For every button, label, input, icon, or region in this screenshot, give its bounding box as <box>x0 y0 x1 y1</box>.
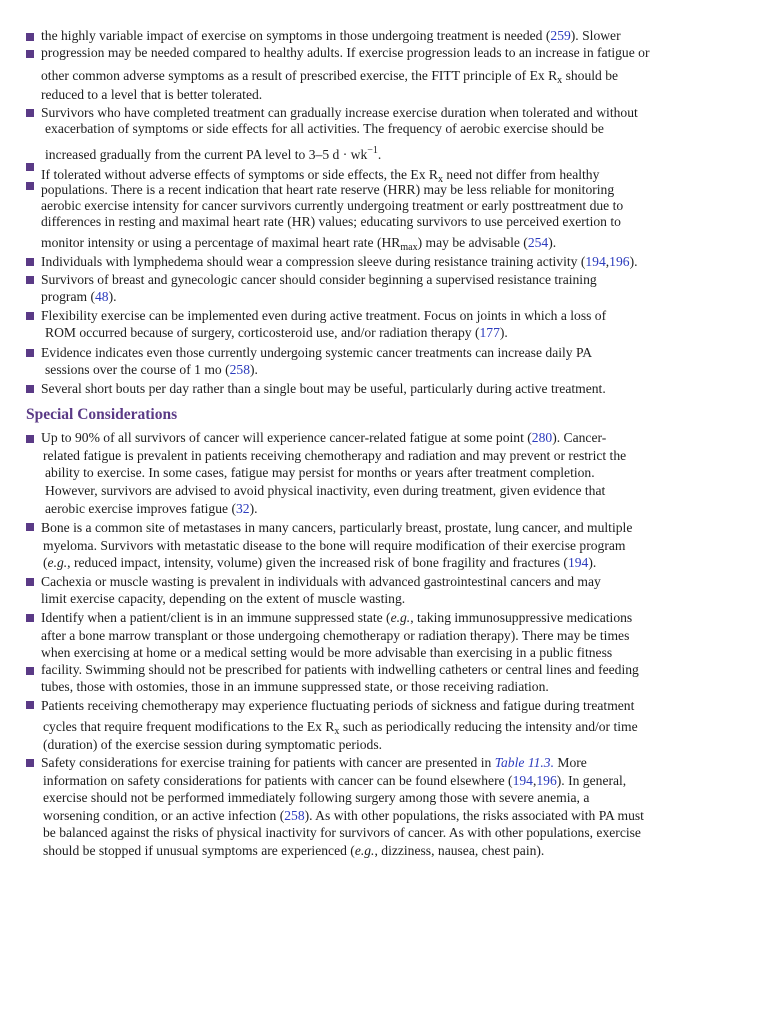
text-run: differences in resting and maximal heart rate (HR) values; educating survivors to use perceived exertion to <box>41 214 621 229</box>
text-run: Bone is a common site of metastases in many cancers, particularly breast, prostate, lung cancer, and multiple <box>41 520 633 535</box>
text-run: , dizziness, nausea, chest pain). <box>374 843 545 858</box>
citation-link[interactable]: 194 <box>512 773 533 788</box>
text-run: , <box>605 254 610 269</box>
bullet-square-icon <box>26 33 34 41</box>
text-line <box>43 807 644 824</box>
text-run: ROM occurred because of surgery, corticosteroid use, and/or radiation therapy ( <box>45 325 480 340</box>
text-line <box>41 519 632 536</box>
text-line <box>41 429 606 446</box>
text-run: More <box>554 755 587 770</box>
citation-link[interactable]: 194 <box>567 555 589 570</box>
bullet-square-icon <box>26 385 34 393</box>
text-run: reduced to a level that is better tolerated. <box>41 87 263 102</box>
text-run: aerobic exercise improves fatigue ( <box>45 501 236 516</box>
citation-link[interactable]: 259 <box>550 28 571 43</box>
text-run: Identify when a patient/client is in an immune suppressed state ( <box>41 610 391 625</box>
text-line <box>43 554 596 571</box>
italic-text: e.g. <box>354 843 375 858</box>
text-run: ). Slower <box>570 28 621 43</box>
text-line <box>41 678 549 695</box>
text-run: exacerbation of symptoms or side effects for all activities. The frequency of aerobic exercise should be <box>45 121 604 136</box>
text-line <box>41 661 639 678</box>
bullet-square-icon <box>26 50 34 58</box>
text-line <box>41 181 614 198</box>
bullet-square-icon <box>26 109 34 117</box>
text-run: ). In general, <box>556 773 627 788</box>
text-run: ). <box>108 289 117 304</box>
citation-link[interactable]: 254 <box>527 235 549 250</box>
text-run: related fatigue is prevalent in patients receiving chemotherapy and radiation and may prevent or restrict the <box>43 448 627 463</box>
text-run: Evidence indicates even those currently undergoing systemic cancer treatments can increase daily PA <box>41 345 593 360</box>
text-line <box>41 27 621 44</box>
italic-text: e.g. <box>390 610 411 625</box>
bullet-square-icon <box>26 759 34 767</box>
text-run: Cachexia or muscle wasting is prevalent in individuals with advanced gastrointestinal cancers and may <box>41 574 601 589</box>
bullet-square-icon <box>26 523 34 531</box>
text-run: other common adverse symptoms as a result of prescribed exercise, the FITT principle of Ex R <box>41 68 558 83</box>
text-line <box>41 380 606 397</box>
text-run: after a bone marrow transplant or those undergoing chemotherapy or radiation therapy). There may be times <box>41 628 630 643</box>
subscript: x <box>438 174 443 185</box>
text-run: be balanced against the risks of physical inactivity for survivors of cancer. As with other populations, exercise <box>43 825 641 840</box>
bullet-square-icon <box>26 312 34 320</box>
text-run: aerobic exercise intensity for cancer survivors currently undergoing treatment or early posttreatment due to <box>41 198 624 213</box>
text-line <box>45 324 508 341</box>
bullet-square-icon <box>26 435 34 443</box>
text-line <box>41 344 592 361</box>
text-line <box>41 197 623 214</box>
text-run: Survivors of breast and gynecologic cancer should consider beginning a supervised resistance training <box>41 272 597 287</box>
text-run: sessions over the course of 1 mo ( <box>45 362 230 377</box>
text-line <box>41 754 587 771</box>
text-run: should be stopped if unusual symptoms are experienced ( <box>43 843 355 858</box>
text-line <box>41 573 601 590</box>
text-line <box>41 644 612 661</box>
text-run: If tolerated without adverse effects of symptoms or side effects, the Ex R <box>41 167 438 182</box>
citation-link[interactable]: 196 <box>609 254 630 269</box>
text-run: Survivors who have completed treatment can gradually increase exercise duration when tolerated and without <box>41 105 638 120</box>
text-run: monitor intensity or using a percentage of maximal heart rate (HR <box>41 235 401 250</box>
text-run: ). Cancer- <box>552 430 607 445</box>
text-run: ). <box>588 555 597 570</box>
citation-link[interactable]: 196 <box>536 773 557 788</box>
bullet-square-icon <box>26 349 34 357</box>
text-run: ). <box>249 501 258 516</box>
text-run: , taking immunosuppressive medications <box>410 610 633 625</box>
text-run: Flexibility exercise can be implemented even during active treatment. Focus on joints in which a loss of <box>41 308 607 323</box>
text-run: , <box>532 773 537 788</box>
text-run: limit exercise capacity, depending on the extent of muscle wasting. <box>41 591 406 606</box>
text-run: ability to exercise. In some cases, fatigue may persist for months or years after treatment completion. <box>45 465 595 480</box>
text-run: exercise should not be performed immediately following surgery among those with severe anemia, a <box>43 790 590 805</box>
text-run: need not differ from healthy <box>443 167 600 182</box>
text-line <box>41 86 262 103</box>
text-line <box>41 627 629 644</box>
table-reference-link[interactable]: Table 11.3. <box>494 755 554 770</box>
text-run: ). <box>250 362 258 377</box>
text-line <box>45 120 604 137</box>
text-line <box>41 271 597 288</box>
citation-link[interactable]: 177 <box>479 325 500 340</box>
text-line <box>45 500 258 517</box>
bullet-square-icon <box>26 182 34 190</box>
bullet-square-icon <box>26 614 34 622</box>
bullet-square-icon <box>26 258 34 266</box>
text-run: the highly variable impact of exercise on symptoms in those undergoing treatment is needed ( <box>41 28 551 43</box>
bullet-square-icon <box>26 276 34 284</box>
text-run: Patients receiving chemotherapy may experience fluctuating periods of sickness and fatigue during treatment <box>41 698 635 713</box>
text-run: when exercising at home or a medical setting would be more advisable than exercising in a public fitness <box>41 645 613 660</box>
text-line <box>43 789 589 806</box>
citation-link[interactable]: 194 <box>585 254 606 269</box>
bullet-square-icon <box>26 701 34 709</box>
text-run: ). As with other populations, the risks associated with PA must <box>304 808 644 823</box>
text-run: populations. There is a recent indication that heart rate reserve (HRR) may be less reliable for monitoring <box>41 182 615 197</box>
text-line <box>41 288 117 305</box>
text-line <box>43 447 626 464</box>
text-run: tubes, those with ostomies, those in an immune suppressed state, or those receiving radiation. <box>41 679 549 694</box>
subscript: x <box>557 75 563 86</box>
subscript: max <box>400 242 418 253</box>
text-run: should be <box>562 68 619 83</box>
bullet-square-icon <box>26 163 34 171</box>
italic-text: e.g. <box>47 555 68 570</box>
text-run: cycles that require frequent modifications to the Ex R <box>43 719 335 734</box>
text-line <box>45 142 381 163</box>
text-run: program ( <box>41 289 95 304</box>
section-heading: Special Considerations <box>26 406 178 423</box>
text-run: progression may be needed compared to healthy adults. If exercise progression leads to an increase in fatigue or <box>41 45 650 60</box>
text-run: ). <box>548 235 557 250</box>
text-line <box>45 464 595 481</box>
text-run: ). <box>499 325 508 340</box>
text-run: (duration) of the exercise session during symptomatic periods. <box>43 737 383 752</box>
text-line <box>43 537 625 554</box>
text-line <box>41 213 621 230</box>
text-run: ). <box>629 254 638 269</box>
text-line <box>41 697 634 714</box>
text-line <box>43 736 382 753</box>
text-line <box>43 824 641 841</box>
text-run: , reduced impact, intensity, volume) given the increased risk of bone fragility and fractures ( <box>67 555 568 570</box>
citation-link[interactable]: 280 <box>531 430 553 445</box>
citation-link[interactable]: 32 <box>235 501 250 516</box>
text-run: increased gradually from the current PA level to 3–5 d · wk <box>45 147 368 162</box>
text-line <box>41 590 405 607</box>
text-run: Safety considerations for exercise training for patients with cancer are presented in <box>41 755 495 770</box>
text-run: facility. Swimming should not be prescribed for patients with indwelling catheters or central lines and feeding <box>41 662 639 677</box>
subscript: x <box>334 726 340 737</box>
text-line <box>41 253 638 270</box>
text-line <box>41 609 632 626</box>
citation-link[interactable]: 258 <box>284 808 305 823</box>
text-run: such as periodically reducing the intensity and/or time <box>339 719 638 734</box>
text-line <box>43 772 626 789</box>
text-run: ( <box>43 555 48 570</box>
superscript: −1 <box>367 145 378 156</box>
text-line <box>45 482 605 499</box>
text-line <box>43 842 544 859</box>
text-run: information on safety considerations for patients with cancer can be found elsewhere ( <box>43 773 513 788</box>
text-line <box>41 44 649 61</box>
text-run: worsening condition, or an active infection ( <box>43 808 285 823</box>
text-run: However, survivors are advised to avoid physical inactivity, even during treatment, given evidence that <box>45 483 606 498</box>
text-run: Up to 90% of all survivors of cancer will experience cancer-related fatigue at some point ( <box>41 430 532 445</box>
text-run: Several short bouts per day rather than a single bout may be useful, particularly during active treatment. <box>41 381 606 396</box>
text-line <box>41 307 606 324</box>
text-run: . <box>377 147 382 162</box>
citation-link[interactable]: 48 <box>94 289 109 304</box>
text-line <box>41 104 638 121</box>
bullet-square-icon <box>26 578 34 586</box>
bullet-square-icon <box>26 667 34 675</box>
citation-link[interactable]: 258 <box>229 362 251 377</box>
text-run: ) may be advisable ( <box>417 235 528 250</box>
text-line <box>45 361 258 378</box>
text-run: myeloma. Survivors with metastatic disease to the bone will require modification of their exercise program <box>43 538 626 553</box>
text-run: Individuals with lymphedema should wear a compression sleeve during resistance training activity ( <box>41 254 586 269</box>
